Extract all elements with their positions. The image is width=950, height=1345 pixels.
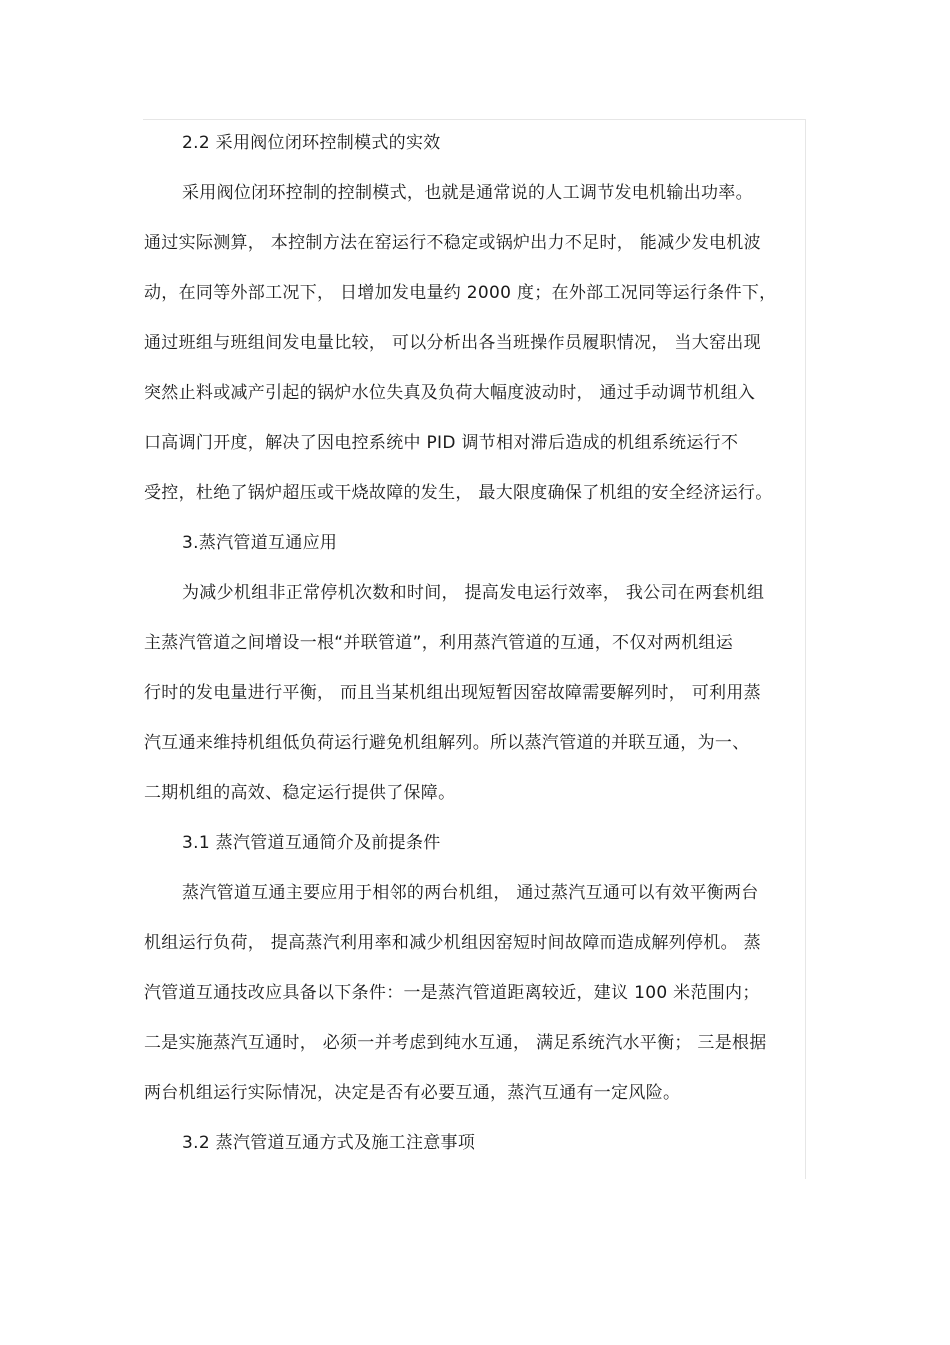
section-heading: 3.1 蒸汽管道互通简介及前提条件 xyxy=(182,833,441,853)
paragraph-line: 机组运行负荷， 提高蒸汽利用率和减少机组因窑短时间故障而造成解列停机。 蒸 xyxy=(144,933,761,953)
paragraph-line: 两台机组运行实际情况，决定是否有必要互通，蒸汽互通有一定风险。 xyxy=(144,1083,681,1103)
paragraph-line: 二是实施蒸汽互通时， 必须一并考虑到纯水互通， 满足系统汽水平衡； 三是根据 xyxy=(144,1033,767,1053)
paragraph-line: 汽管道互通技改应具备以下条件：一是蒸汽管道距离较近，建议 100 米范围内； xyxy=(144,983,760,1003)
paragraph-line: 蒸汽管道互通主要应用于相邻的两台机组， 通过蒸汽互通可以有效平衡两台 xyxy=(182,883,759,903)
paragraph-line: 通过实际测算， 本控制方法在窑运行不稳定或锅炉出力不足时， 能减少发电机波 xyxy=(144,233,761,253)
paragraph-line: 汽互通来维持机组低负荷运行避免机组解列。所以蒸汽管道的并联互通，为一、 xyxy=(144,733,750,753)
paragraph-line: 口高调门开度，解决了因电控系统中 PID 调节相对滞后造成的机组系统运行不 xyxy=(144,433,739,453)
section-heading: 2.2 采用阀位闭环控制模式的实效 xyxy=(182,133,441,153)
paragraph-line: 二期机组的高效、稳定运行提供了保障。 xyxy=(144,783,456,803)
paragraph-line: 行时的发电量进行平衡， 而且当某机组出现短暂因窑故障需要解列时， 可利用蒸 xyxy=(144,683,761,703)
section-heading: 3.2 蒸汽管道互通方式及施工注意事项 xyxy=(182,1133,476,1153)
paragraph-line: 突然止料或减产引起的锅炉水位失真及负荷大幅度波动时， 通过手动调节机组入 xyxy=(144,383,756,403)
paragraph-line: 为减少机组非正常停机次数和时间， 提高发电运行效率， 我公司在两套机组 xyxy=(182,583,765,603)
paragraph-line: 受控，杜绝了锅炉超压或干烧故障的发生， 最大限度确保了机组的安全经济运行。 xyxy=(144,483,773,503)
section-heading: 3.蒸汽管道互通应用 xyxy=(182,533,338,553)
paragraph-line: 主蒸汽管道之间增设一根“并联管道”，利用蒸汽管道的互通，不仅对两机组运 xyxy=(144,633,734,653)
paragraph-line: 通过班组与班组间发电量比较， 可以分析出各当班操作员履职情况， 当大窑出现 xyxy=(144,333,761,353)
paragraph-line: 采用阀位闭环控制的控制模式，也就是通常说的人工调节发电机输出功率。 xyxy=(182,183,753,203)
paragraph-line: 动，在同等外部工况下， 日增加发电量约 2000 度；在外部工况同等运行条件下， xyxy=(144,283,777,303)
